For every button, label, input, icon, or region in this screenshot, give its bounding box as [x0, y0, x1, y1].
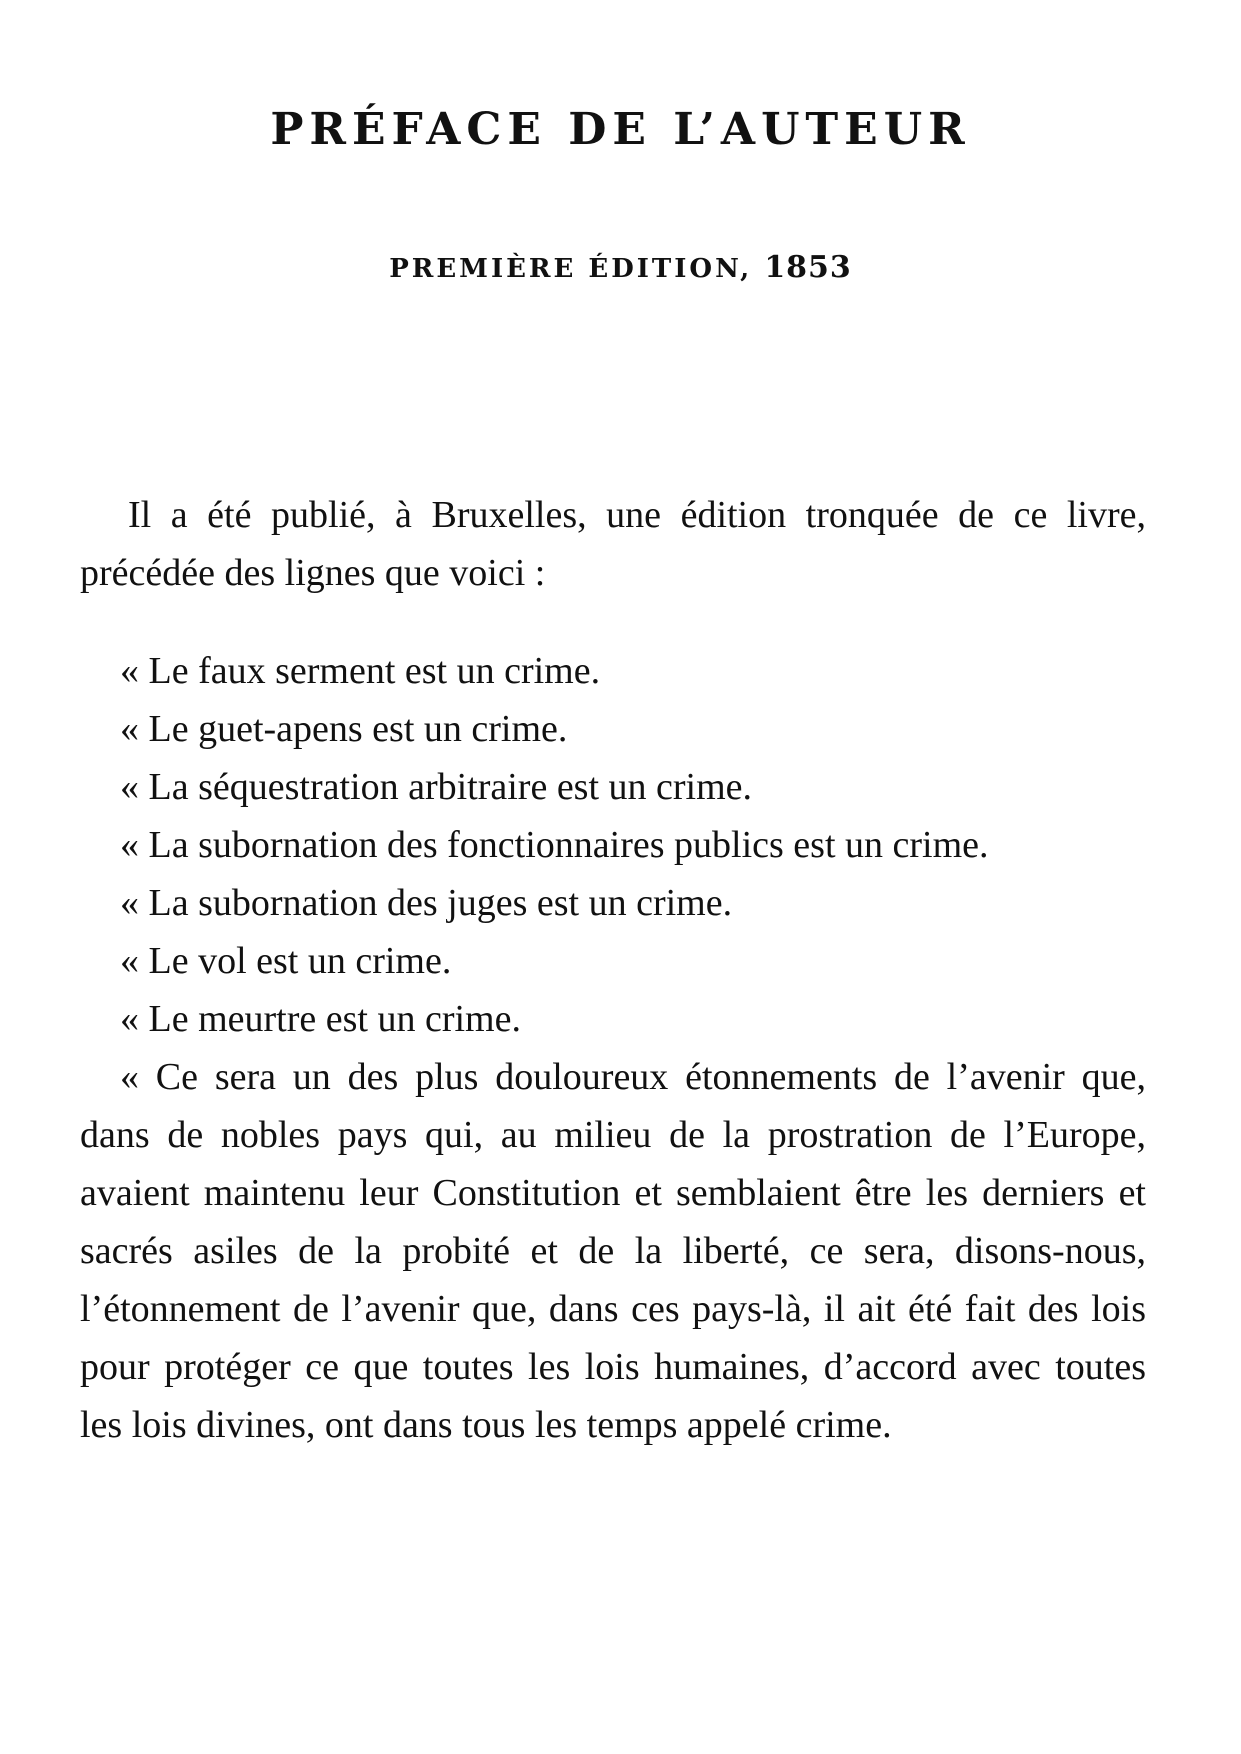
quote-line: « Le guet-apens est un crime. [120, 708, 568, 750]
page-title: PRÉFACE DE L’AUTEUR [270, 104, 971, 155]
quote-line: « Le faux serment est un crime. [120, 650, 601, 692]
quote-line: « Le meurtre est un crime. [120, 998, 521, 1040]
quote-line: « La séquestration arbitraire est un crime. [120, 766, 753, 808]
edition-subtitle [0, 248, 1241, 289]
quote-line: « La subornation des fonctionnaires publics est un crime. [120, 824, 989, 866]
quote-line: « La subornation des juges est un crime. [120, 882, 733, 924]
preface-body [80, 486, 1146, 1454]
quote-paragraph: « Ce sera un des plus douloureux étonnements de l’avenir que, dans de nobles pays qui, au milieu de la prostration de l’Europe, avaient maintenu leur Constitution et semblaient être les derniers et sacrés asiles de la probité et de la liberté, ce sera, disons-nous, l’étonnement de l’avenir que, dans ces pays-là, il ait été fait des lois pour protéger ce que toutes les lois humaines, d’accord avec toutes les lois divines, ont dans tous les temps appelé crime. [80, 1056, 1146, 1446]
intro-paragraph: Il a été publié, à Bruxelles, une édition tronquée de ce livre, précédée des lignes que voici : [80, 494, 1146, 594]
quoted-lines [80, 642, 1146, 1454]
edition-year: 1853 [764, 250, 852, 285]
edition-label: PREMIÈRE ÉDITION, [389, 254, 753, 284]
quote-line: « Le vol est un crime. [120, 940, 452, 982]
